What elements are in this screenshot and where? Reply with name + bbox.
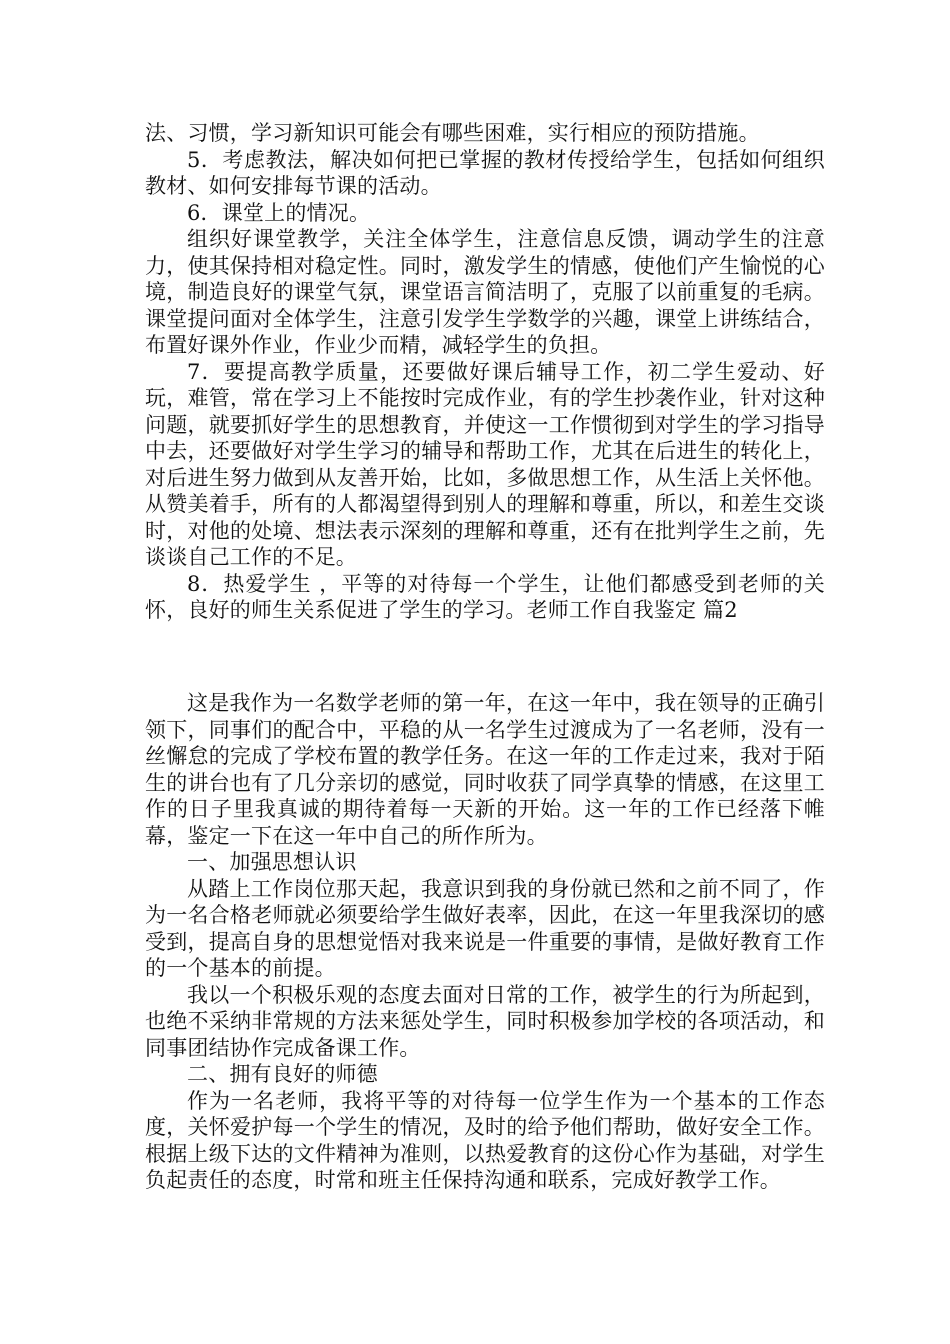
paragraph-intro: 这是我作为一名数学老师的第一年，在这一年中，我在领导的正确引领下，同事们的配合中，平稳的从一名学生过渡成为了一名老师，没有一丝懈怠的完成了学校布置的教学任务。在这一年的工作走过来，我对于陌生的讲台也有了几分亲切的感觉，同时收获了同学真挚的情感，在这里工作的日子里我真诚的期待着每一天新的开始。这一年的工作已经落下帷幕，鉴定一下在这一年中自己的所作所为。	[145, 691, 825, 848]
heading-ethics: 二、拥有良好的师德	[187, 1062, 378, 1086]
heading-thought: 一、加强思想认识	[187, 850, 357, 874]
paragraph-thought-2: 我以一个积极乐观的态度去面对日常的工作，被学生的行为所起到，也绝不采纳非常规的方法来惩处学生，同时积极参加学校的各项活动，和同事团结协作完成备课工作。	[145, 982, 825, 1060]
paragraph-thought-1: 从踏上工作岗位那天起，我意识到我的身份就已然和之前不同了，作为一名合格老师就必须要给学生做好表率，因此，在这一年里我深切的感受到，提高自身的思想觉悟对我来说是一件重要的事情，是做好教育工作的一个基本的前提。	[145, 876, 825, 980]
paragraph-item-7: 7．要提高教学质量，还要做好课后辅导工作，初二学生爱动、好玩，难管，常在学习上不能按时完成作业，有的学生抄袭作业，针对这种问题，就要抓好学生的思想教育，并使这一工作惯彻到对学生的学习指导中去，还要做好对学生学习的辅导和帮助工作，尤其在后进生的转化上，对后进生努力做到从友善开始，比如，多做思想工作，从生活上关怀他。从赞美着手，所有的人都渴望得到别人的理解和尊重，所以，和差生交谈时，对他的处境、想法表示深刻的理解和尊重，还有在批判学生之前，先谈谈自己工作的不足。	[145, 359, 825, 569]
paragraph-classroom: 组织好课堂教学，关注全体学生，注意信息反馈，调动学生的注意力，使其保持相对稳定性。同时，激发学生的情感，使他们产生愉悦的心境，制造良好的课堂气氛，课堂语言简洁明了，克服了以前重复的毛病。课堂提问面对全体学生，注意引发学生学数学的兴趣，课堂上讲练结合，布置好课外作业，作业少而精，减轻学生的负担。	[145, 227, 825, 357]
paragraph-ethics: 作为一名老师，我将平等的对待每一位学生作为一个基本的工作态度，关怀爱护每一个学生的情况，及时的给予他们帮助，做好安全工作。根据上级下达的文件精神为准则，以热爱教育的这份心作为基础，对学生负起责任的态度，时常和班主任保持沟通和联系，完成好教学工作。	[145, 1088, 825, 1192]
section-2	[145, 690, 825, 1194]
paragraph-continuation: 法、习惯，学习新知识可能会有哪些困难，实行相应的预防措施。	[145, 121, 760, 145]
paragraph-item-6: 6．课堂上的情况。	[187, 200, 371, 225]
section-1	[145, 120, 825, 624]
paragraph-item-5: 5．考虑教法，解决如何把已掌握的教材传授给学生，包括如何组织教材、如何安排每节课的活动。	[145, 147, 825, 198]
paragraph-item-8: 8．热爱学生 ，平等的对待每一个学生，让他们都感受到老师的关怀，良好的师生关系促进了学生的学习。老师工作自我鉴定 篇2	[145, 571, 825, 622]
